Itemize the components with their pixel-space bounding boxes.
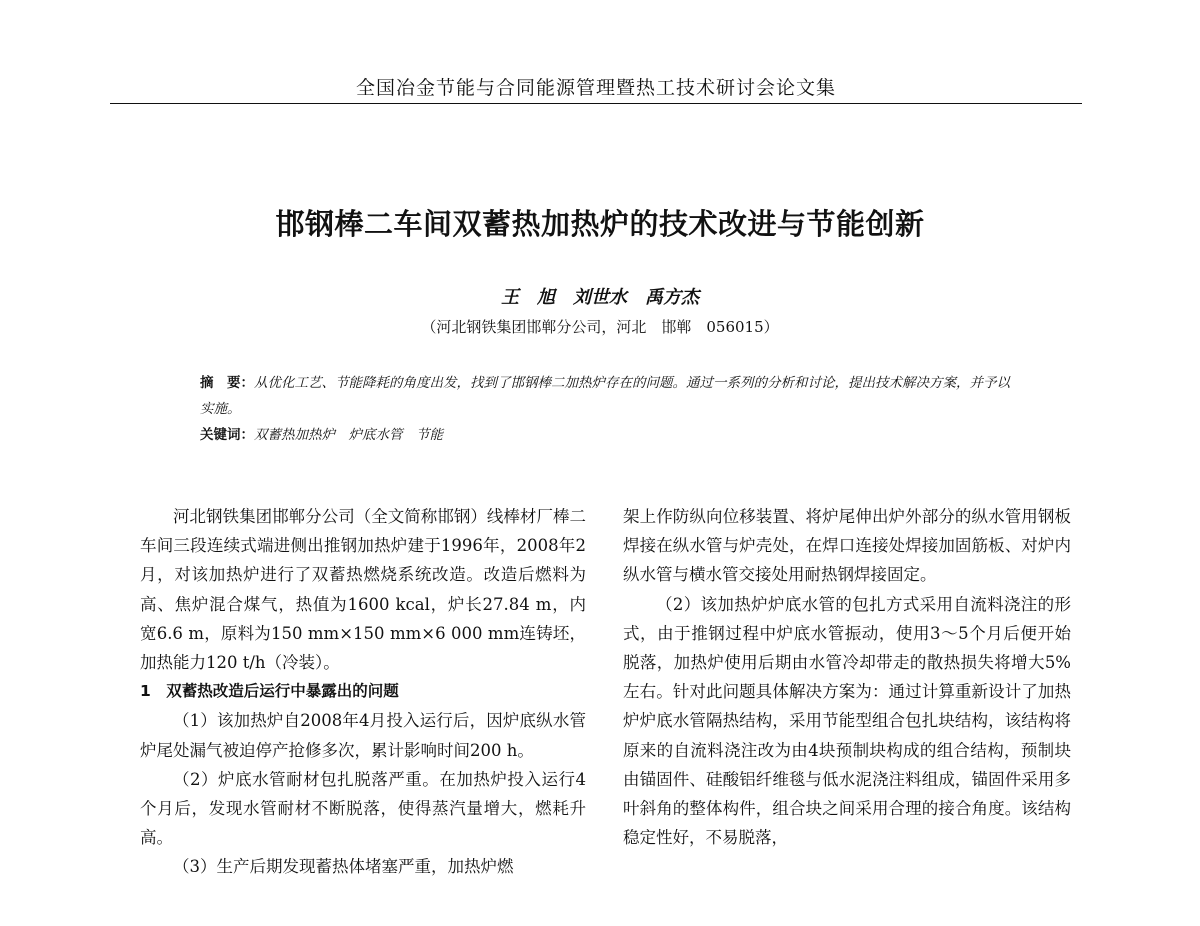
- abstract-label: 摘 要：: [200, 375, 254, 391]
- keywords-paragraph: [200, 422, 1020, 448]
- body-paragraph: （2）该加热炉炉底水管的包扎方式采用自流料浇注的形式，由于推钢过程中炉底水管振动，使用3～5个月后便开始脱落，加热炉使用后期由水管冷却带走的散热损失将增大5%左右。针对此问题具体解决方案为：通过计算重新设计了加热炉炉底水管隔热结构，采用节能型组合包扎块结构，该结构将原来的自流料浇注改为由4块预制块构成的组合结构，预制块由锚固件、硅酸铝纤维毯与低水泥浇注料组成，锚固件采用多叶斜角的整体构件，组合块之间采用合理的接合角度。该结构稳定性好，不易脱落，: [623, 594, 1071, 848]
- header-rule: [110, 103, 1082, 104]
- paper-title: 邯钢棒二车间双蓄热加热炉的技术改进与节能创新: [275, 207, 925, 241]
- body-paragraph: 河北钢铁集团邯郸分公司（全文简称邯钢）线棒材厂棒二车间三段连续式端进侧出推钢加热炉建于1996年，2008年2月，对该加热炉进行了双蓄热燃烧系统改造。改造后燃料为高、焦炉混合煤气，热值为1600 kcal，炉长27.84 m，内宽6.6 m，原料为150 mm×150 mm×6 000 mm连铸坯，加热能力120 t/h（冷装）。: [140, 507, 586, 673]
- author-list: 王 旭 刘世水 禹方杰: [501, 287, 699, 308]
- abstract-text: 从优化工艺、节能降耗的角度出发，找到了邯钢棒二加热炉存在的问题。通过一系列的分析和讨论，提出技术解决方案，并予以实施。: [200, 375, 1010, 417]
- author-affiliation: （河北钢铁集团邯郸分公司，河北 邯郸 056015）: [421, 318, 779, 336]
- keywords-label: 关键词：: [200, 427, 254, 443]
- body-column-left: [140, 502, 586, 882]
- body-column-right: [623, 502, 1071, 852]
- body-paragraph: （2）炉底水管耐材包扎脱落严重。在加热炉投入运行4个月后，发现水管耐材不断脱落，使得蒸汽量增大，燃耗升高。: [140, 769, 586, 848]
- body-paragraph: （3）生产后期发现蓄热体堵塞严重，加热炉燃: [173, 857, 514, 877]
- keywords-text: 双蓄热加热炉 炉底水管 节能: [254, 427, 443, 443]
- body-paragraph: （1）该加热炉自2008年4月投入运行后，因炉底纵水管炉尾处漏气被迫停产抢修多次，累计影响时间200 h。: [140, 711, 586, 760]
- running-header: 全国冶金节能与合同能源管理暨热工技术研讨会论文集: [355, 77, 836, 99]
- abstract-block: [200, 370, 1020, 448]
- body-paragraph: 架上作防纵向位移装置、将炉尾伸出炉外部分的纵水管用钢板焊接在纵水管与炉壳处，在焊口连接处焊接加固筋板、对炉内纵水管与横水管交接处用耐热钢焊接固定。: [623, 507, 1071, 585]
- abstract-paragraph: [200, 370, 1020, 422]
- section-heading: 1 双蓄热改造后运行中暴露出的问题: [140, 682, 399, 701]
